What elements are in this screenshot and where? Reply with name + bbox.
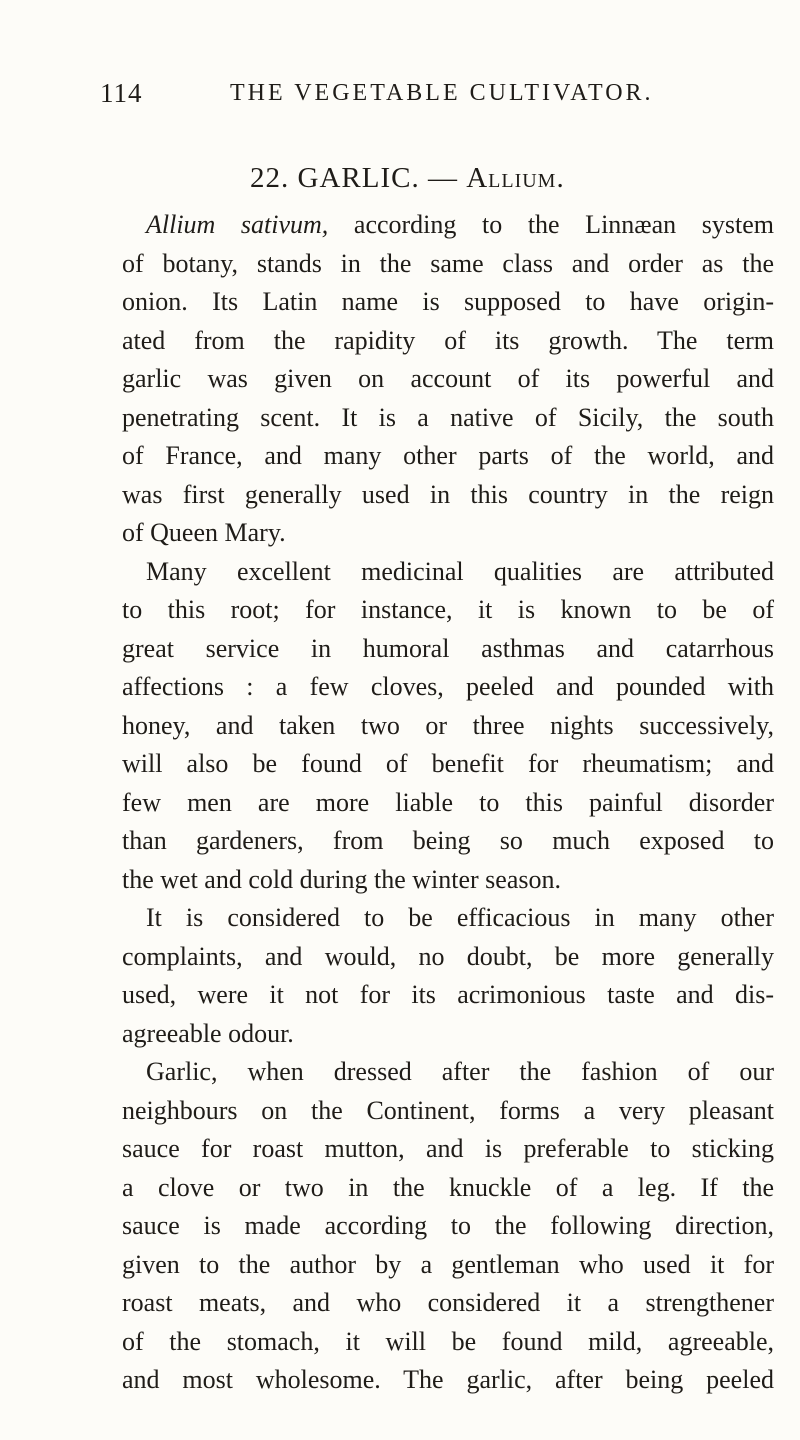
section-title: 22. GARLIC. —	[250, 162, 467, 194]
text-line: will also be found of benefit for rheumatism; and	[122, 749, 774, 778]
text-line: the wet and cold during the winter season.	[122, 864, 561, 894]
page-number: 114	[100, 78, 143, 108]
text-line: Garlic, when dressed after the fashion of our	[146, 1057, 774, 1086]
text-line: agreeable odour.	[122, 1018, 294, 1048]
text-line: sauce is made according to the following direction,	[122, 1211, 774, 1240]
text-line: of France, and many other parts of the world, and	[122, 441, 774, 470]
text-line: affections : a few cloves, peeled and pounded with	[122, 672, 774, 701]
text-line: and most wholesome. The garlic, after being peeled	[122, 1365, 774, 1394]
text-line: than gardeners, from being so much exposed to	[122, 826, 774, 855]
text-line: penetrating scent. It is a native of Sicily, the south	[122, 402, 774, 432]
text-line: Allium sativum, according to the Linnæan system	[146, 210, 774, 239]
text-line: given to the author by a gentleman who used it for	[122, 1249, 774, 1279]
text-line: roast meats, and who considered it a strengthener	[122, 1288, 774, 1317]
text-line: a clove or two in the knuckle of a leg. If the	[122, 1172, 774, 1202]
text-line: of the stomach, it will be found mild, agreeable,	[122, 1326, 774, 1356]
text-line: complaints, and would, no doubt, be more generally	[122, 941, 774, 971]
text-line: of botany, stands in the same class and order as the	[122, 248, 774, 278]
text-line: garlic was given on account of its powerful and	[122, 364, 774, 393]
running-head	[100, 78, 760, 114]
text-line: great service in humoral asthmas and catarrhous	[122, 633, 774, 663]
text-line: used, were it not for its acrimonious taste and dis-	[122, 980, 774, 1009]
text-line: It is considered to be efficacious in many other	[146, 903, 774, 932]
text-line: few men are more liable to this painful disorder	[122, 787, 774, 817]
text-line: onion. Its Latin name is supposed to have origin-	[122, 287, 774, 316]
text-line: of Queen Mary.	[122, 518, 286, 547]
text-line: honey, and taken two or three nights successively,	[122, 710, 774, 740]
text-line: neighbours on the Continent, forms a very pleasant	[122, 1095, 774, 1125]
body-text	[122, 206, 774, 1400]
latin-species-name: Allium sativum,	[146, 210, 329, 239]
section-latin-name: Allium.	[466, 162, 565, 194]
text-line: ated from the rapidity of its growth. The term	[122, 325, 774, 355]
running-title: THE VEGETABLE CULTIVATOR.	[230, 80, 654, 106]
text-line: sauce for roast mutton, and is preferable to sticking	[122, 1134, 774, 1163]
text-line: to this root; for instance, it is known to be of	[122, 595, 774, 624]
text-line: was first generally used in this country in the reign	[122, 479, 774, 509]
section-heading	[250, 162, 565, 195]
text-line: Many excellent medicinal qualities are attributed	[146, 556, 774, 586]
